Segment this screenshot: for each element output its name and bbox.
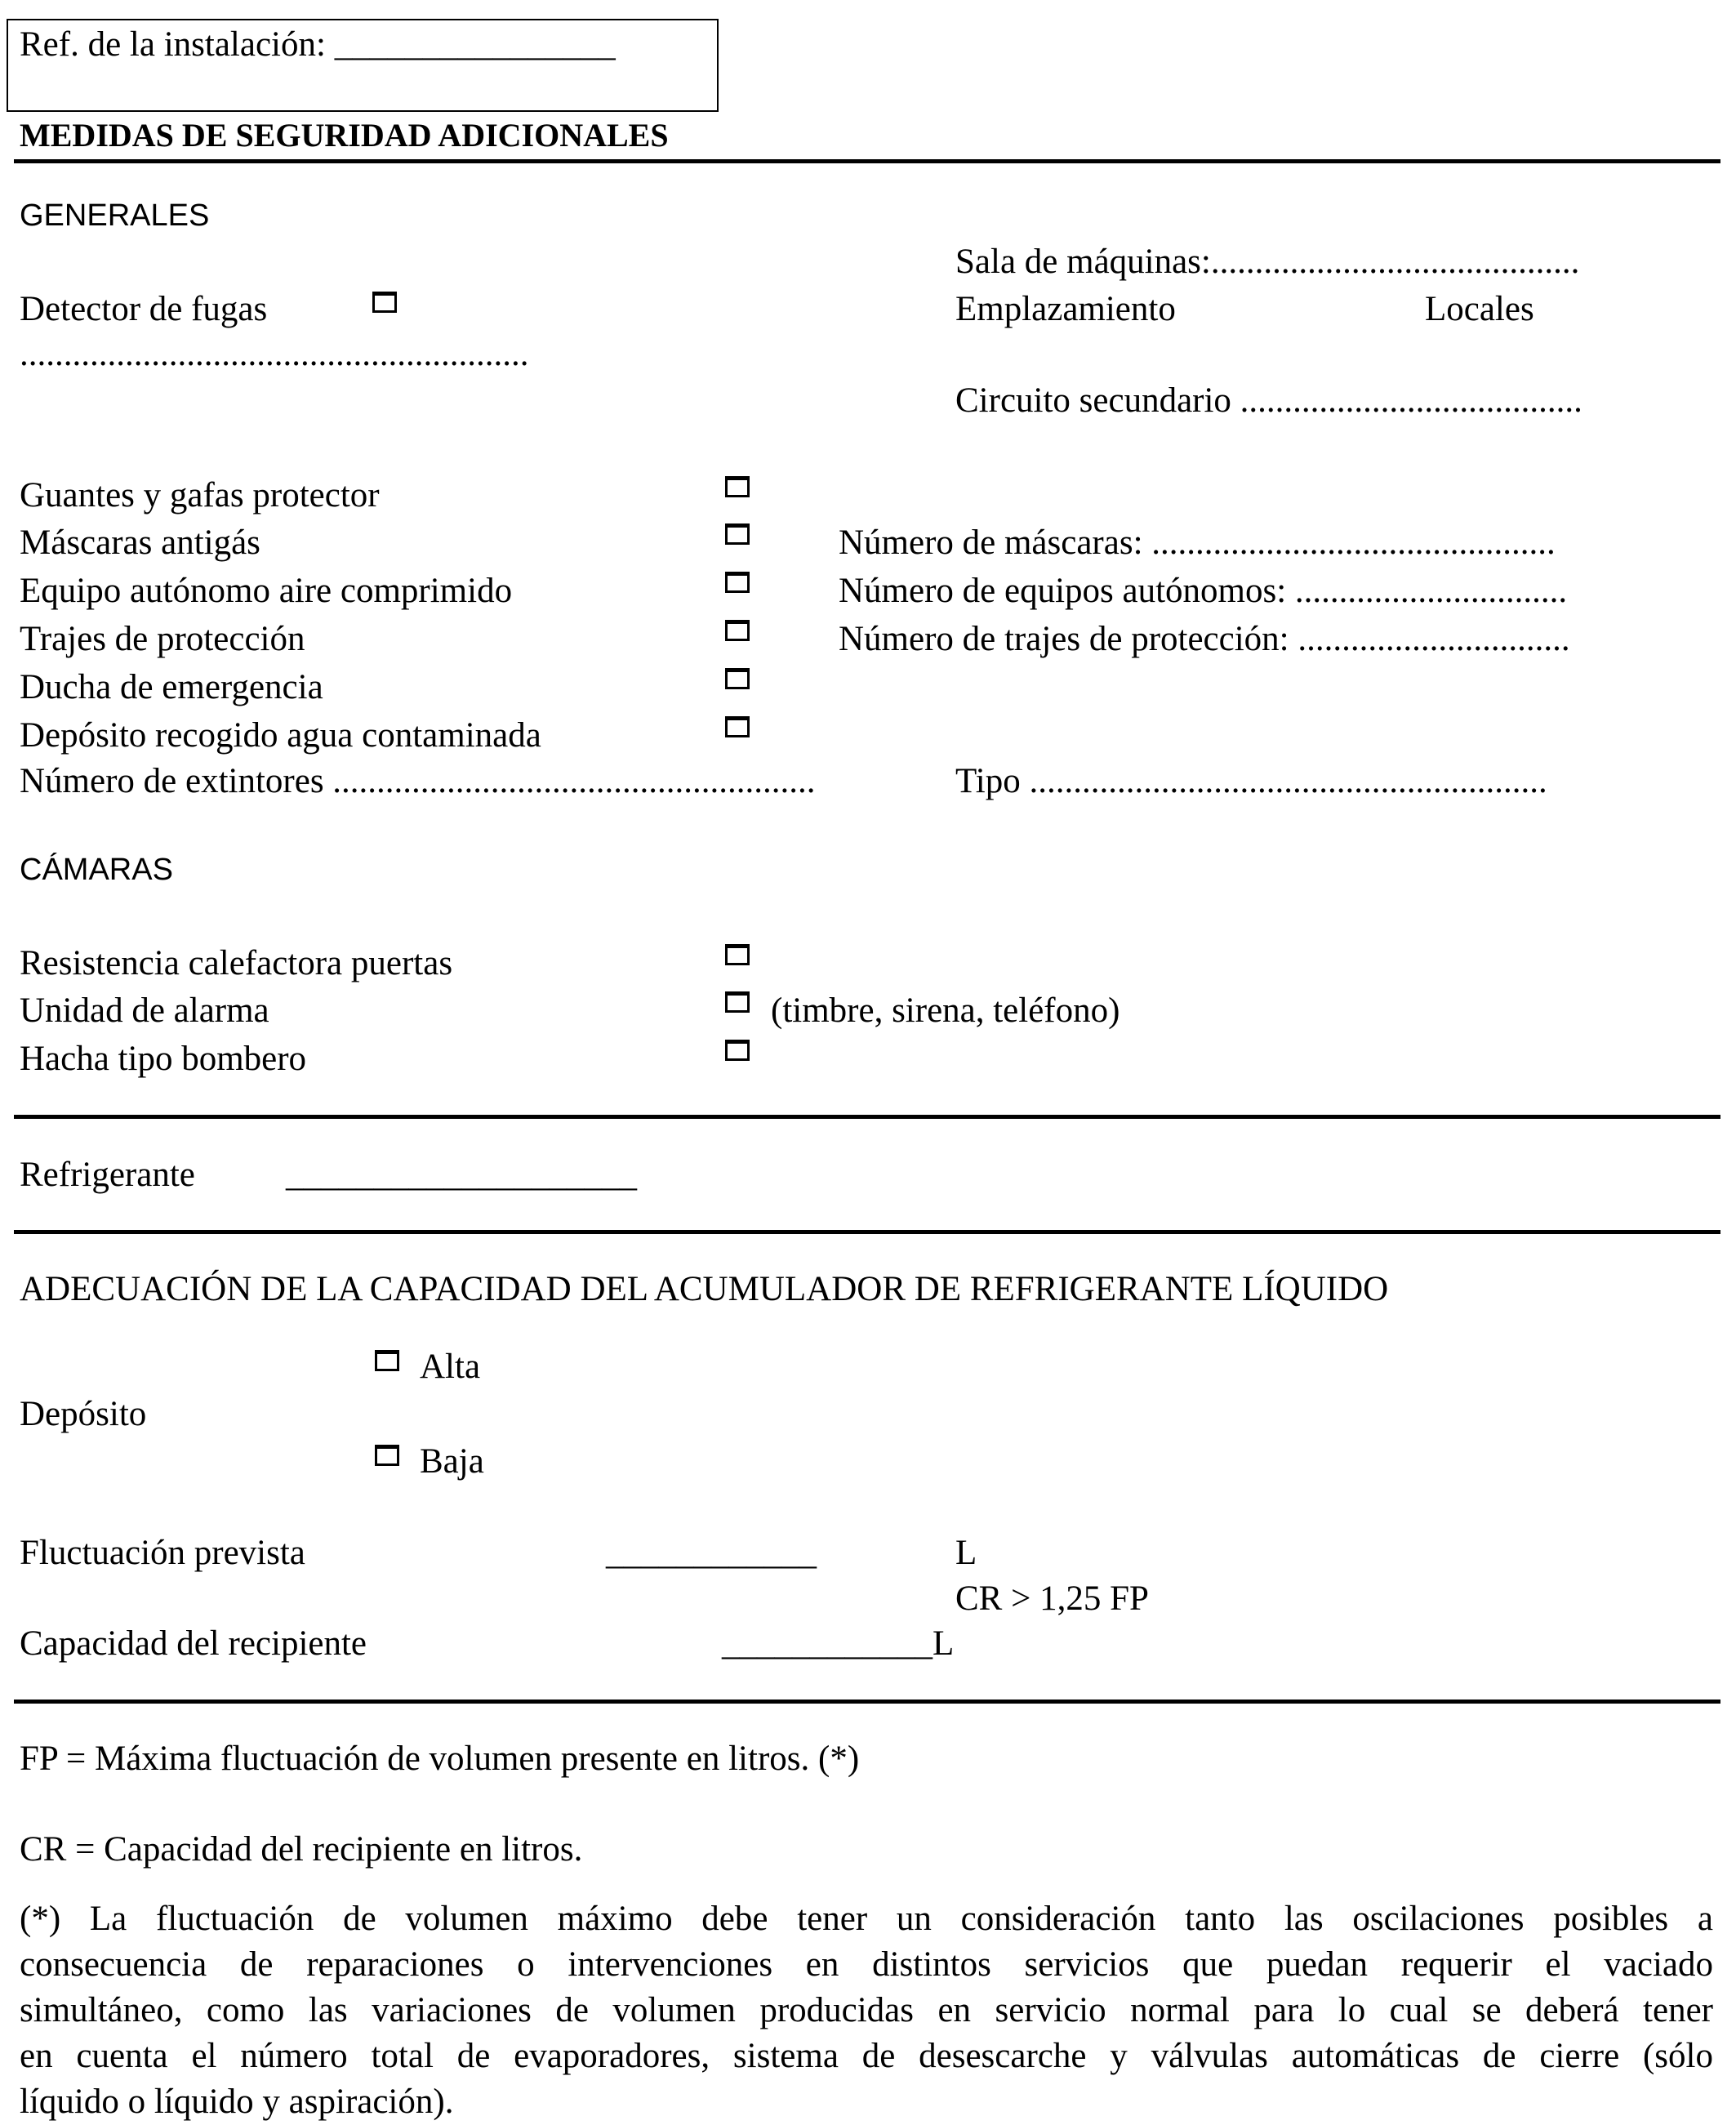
- camaras-hacha-checkbox[interactable]: [725, 1040, 750, 1061]
- camaras-alarma-checkbox[interactable]: [725, 991, 750, 1013]
- extintores-field[interactable]: Número de extintores .......................................................: [20, 762, 816, 800]
- item-ducha-checkbox[interactable]: [725, 668, 750, 689]
- item-mascaras-checkbox[interactable]: [725, 523, 750, 545]
- camaras-alarma-note: (timbre, sirena, teléfono): [771, 991, 1120, 1030]
- ref-label: [20, 27, 616, 62]
- adecuacion-heading: ADECUACIÓN DE LA CAPACIDAD DEL ACUMULADOR DE REFRIGERANTE LÍQUIDO: [20, 1270, 1389, 1308]
- camaras-resistencia-checkbox[interactable]: [725, 944, 750, 965]
- item-equipo-label: Equipo autónomo aire comprimido: [20, 572, 513, 610]
- footnote-line: simultáneo, como las variaciones de volumen producidas en servicio normal para lo cual se deberá tener: [20, 1991, 1713, 2029]
- footnote-line: consecuencia de reparaciones o intervenciones en distintos servicios que puedan requerir el vaciado: [20, 1945, 1713, 1984]
- section-heading-camaras: CÁMARAS: [20, 853, 173, 887]
- baja-checkbox[interactable]: [375, 1445, 399, 1466]
- detector-fugas-label: Detector de fugas: [20, 290, 268, 328]
- camaras-alarma-label: Unidad de alarma: [20, 991, 269, 1030]
- item-deposito-checkbox[interactable]: [725, 716, 750, 737]
- detector-fugas-checkbox[interactable]: [372, 292, 397, 313]
- fluctuacion-unit: L: [955, 1534, 977, 1572]
- baja-label: Baja: [420, 1442, 484, 1481]
- item-deposito-label: Depósito recogido agua contaminada: [20, 716, 541, 755]
- emplazamiento-label: Emplazamiento: [955, 290, 1176, 328]
- footnote-line: (*) La fluctuación de volumen máximo debe tener un consideración tanto las oscilaciones posibles a: [20, 1900, 1713, 1938]
- capacidad-input-line[interactable]: ____________L: [722, 1624, 955, 1663]
- divider: [14, 159, 1720, 163]
- circuito-secundario-field[interactable]: Circuito secundario .......................................: [955, 381, 1582, 420]
- num-mascaras-field[interactable]: Número de máscaras: ..............................................: [839, 523, 1556, 562]
- section-heading-generales: GENERALES: [20, 198, 210, 233]
- footnote-line: líquido o líquido y aspiración).: [20, 2083, 454, 2121]
- item-guantes-checkbox[interactable]: [725, 476, 750, 497]
- alta-label: Alta: [420, 1348, 481, 1386]
- footnote-paragraph: [20, 1896, 1713, 2125]
- capacidad-label: Capacidad del recipiente: [20, 1624, 367, 1663]
- num-equipos-field[interactable]: Número de equipos autónomos: ...............................: [839, 572, 1568, 610]
- camaras-hacha-label: Hacha tipo bombero: [20, 1040, 307, 1078]
- locales-label: Locales: [1425, 290, 1534, 328]
- item-trajes-label: Trajes de protección: [20, 620, 305, 658]
- divider: [14, 1230, 1720, 1234]
- item-guantes-label: Guantes y gafas protector: [20, 476, 380, 515]
- divider: [14, 1115, 1720, 1119]
- ref-input-line[interactable]: ________________: [334, 25, 616, 64]
- page-title: MEDIDAS DE SEGURIDAD ADICIONALES: [20, 117, 669, 154]
- fluctuacion-input-line[interactable]: ____________: [606, 1534, 817, 1572]
- refrigerante-label: Refrigerante: [20, 1156, 195, 1194]
- camaras-resistencia-label: Resistencia calefactora puertas: [20, 944, 453, 982]
- divider: [14, 1700, 1720, 1704]
- note-cr: CR = Capacidad del recipiente en litros.: [20, 1830, 583, 1869]
- item-mascaras-label: Máscaras antigás: [20, 523, 260, 562]
- alta-checkbox[interactable]: [375, 1350, 399, 1371]
- footnote-line: en cuenta el número total de evaporadores, sistema de desescarche y válvulas automáticas de cierre (sólo: [20, 2037, 1713, 2075]
- sala-maquinas-field[interactable]: Sala de máquinas:..........................................: [955, 243, 1580, 281]
- fluctuacion-label: Fluctuación prevista: [20, 1534, 305, 1572]
- deposito-label: Depósito: [20, 1395, 147, 1433]
- tipo-field[interactable]: Tipo ...........................................................: [955, 762, 1547, 800]
- note-fp: FP = Máxima fluctuación de volumen presente en litros. (*): [20, 1740, 860, 1778]
- item-equipo-checkbox[interactable]: [725, 572, 750, 593]
- num-trajes-field[interactable]: Número de trajes de protección: ...............................: [839, 620, 1570, 658]
- formula-text: CR > 1,25 FP: [955, 1579, 1149, 1618]
- refrigerante-input-line[interactable]: ____________________: [286, 1156, 637, 1194]
- detector-fugas-field[interactable]: ..........................................................: [20, 335, 529, 373]
- item-trajes-checkbox[interactable]: [725, 620, 750, 641]
- ref-label-text: Ref. de la instalación:: [20, 25, 335, 64]
- item-ducha-label: Ducha de emergencia: [20, 668, 323, 706]
